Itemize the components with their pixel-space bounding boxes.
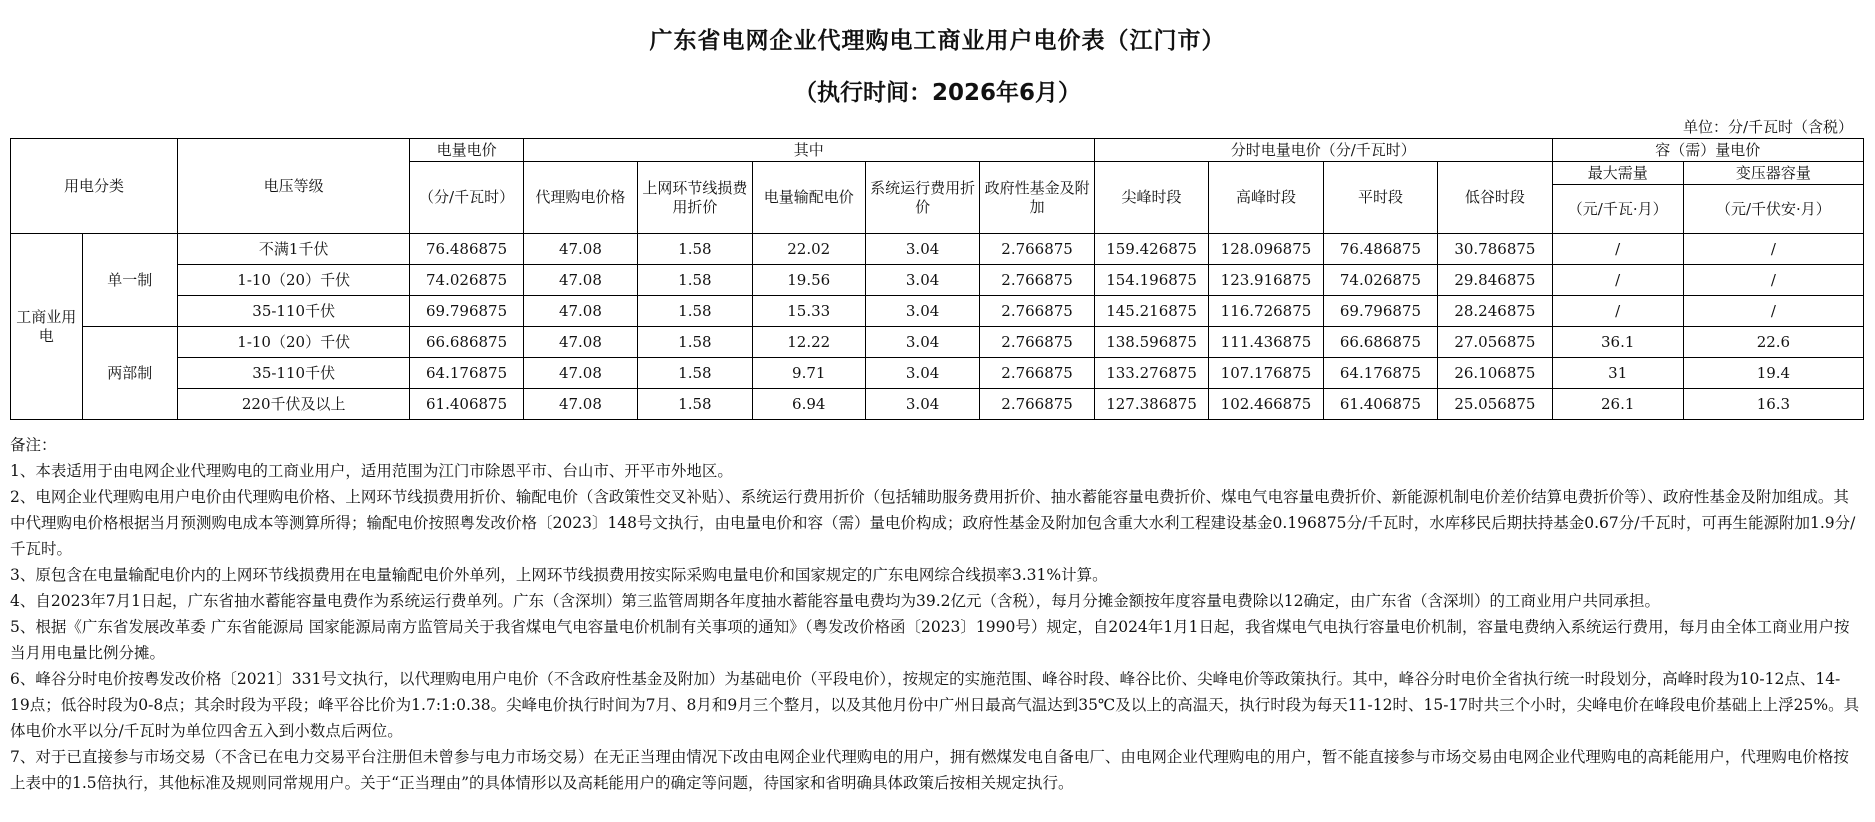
cell-transformer: 19.4 <box>1683 358 1863 389</box>
cell-voltage: 35-110千伏 <box>177 296 410 327</box>
header-transformer-unit: （元/千伏安·月） <box>1683 185 1863 234</box>
cell-sharp: 154.196875 <box>1094 265 1208 296</box>
cell-system: 3.04 <box>865 296 979 327</box>
header-agent-price: 代理购电价格 <box>523 162 637 234</box>
cell-energy: 76.486875 <box>410 234 523 265</box>
cell-agent: 47.08 <box>523 327 637 358</box>
header-peak-sharp: 尖峰时段 <box>1094 162 1208 234</box>
cell-transformer: 22.6 <box>1683 327 1863 358</box>
subgroup-two-part: 两部制 <box>82 327 177 420</box>
table-row <box>11 234 1864 265</box>
cell-loss: 1.58 <box>638 358 752 389</box>
header-fund: 政府性基金及附加 <box>980 162 1094 234</box>
cell-demand: / <box>1552 296 1683 327</box>
cell-transmission: 12.22 <box>752 327 865 358</box>
cell-energy: 74.026875 <box>410 265 523 296</box>
cell-peak: 116.726875 <box>1209 296 1323 327</box>
cell-valley: 30.786875 <box>1438 234 1552 265</box>
page-title: 广东省电网企业代理购电工商业用户电价表（江门市） <box>649 28 1226 54</box>
cell-agent: 47.08 <box>523 296 637 327</box>
cell-peak: 123.916875 <box>1209 265 1323 296</box>
cell-sharp: 133.276875 <box>1094 358 1208 389</box>
cell-energy: 69.796875 <box>410 296 523 327</box>
cell-flat: 69.796875 <box>1323 296 1437 327</box>
note-item: 3、原包含在电量输配电价内的上网环节线损费用在电量输配电价外单列，上网环节线损费用按实际采购电量电价和国家规定的广东电网综合线损率3.31%计算。 <box>10 566 1108 584</box>
note-item: 7、对于已直接参与市场交易（不含已在电力交易平台注册但未曾参与电力市场交易）在无正当理由情况下改由电网企业代理购电的用户，拥有燃煤发电自备电厂、由电网企业代理购电的用户，暂不能直接参与市场交易由电网企业代理购电的高耗能用户，代理购电价格按上表中的1.5倍执行，其他标准及规则同常规用户。关于“正当理由”的具体情形以及高耗能用户的确定等问题，待国家和省明确具体政策后按相关规定执行。 <box>10 748 1849 792</box>
cell-system: 3.04 <box>865 389 979 420</box>
cell-system: 3.04 <box>865 358 979 389</box>
cell-flat: 76.486875 <box>1323 234 1437 265</box>
header-max-demand: 最大需量 <box>1552 162 1683 185</box>
cell-fund: 2.766875 <box>980 265 1094 296</box>
header-energy-price-unit: （分/千瓦时） <box>410 162 523 234</box>
cell-voltage: 1-10（20）千伏 <box>177 265 410 296</box>
cell-transmission: 15.33 <box>752 296 865 327</box>
cell-peak: 128.096875 <box>1209 234 1323 265</box>
cell-transformer: 16.3 <box>1683 389 1863 420</box>
cell-transformer: / <box>1683 265 1863 296</box>
table-row <box>11 358 1864 389</box>
header-transformer: 变压器容量 <box>1683 162 1863 185</box>
cell-energy: 61.406875 <box>410 389 523 420</box>
cell-fund: 2.766875 <box>980 234 1094 265</box>
cell-transmission: 22.02 <box>752 234 865 265</box>
cell-voltage: 1-10（20）千伏 <box>177 327 410 358</box>
cell-voltage: 220千伏及以上 <box>177 389 410 420</box>
cell-demand: / <box>1552 265 1683 296</box>
cell-loss: 1.58 <box>638 296 752 327</box>
cell-energy: 64.176875 <box>410 358 523 389</box>
cell-system: 3.04 <box>865 327 979 358</box>
group-label: 工商业用电 <box>11 234 83 420</box>
subgroup-single: 单一制 <box>82 234 177 327</box>
cell-peak: 102.466875 <box>1209 389 1323 420</box>
cell-voltage: 35-110千伏 <box>177 358 410 389</box>
unit-label: 单位：分/千瓦时（含税） <box>1682 118 1853 136</box>
cell-fund: 2.766875 <box>980 327 1094 358</box>
cell-energy: 66.686875 <box>410 327 523 358</box>
cell-loss: 1.58 <box>638 265 752 296</box>
header-max-demand-unit: （元/千瓦·月） <box>1552 185 1683 234</box>
cell-transmission: 9.71 <box>752 358 865 389</box>
header-peak: 高峰时段 <box>1209 162 1323 234</box>
cell-sharp: 138.596875 <box>1094 327 1208 358</box>
cell-system: 3.04 <box>865 265 979 296</box>
header-among: 其中 <box>523 139 1094 162</box>
cell-flat: 61.406875 <box>1323 389 1437 420</box>
cell-demand: 31 <box>1552 358 1683 389</box>
cell-system: 3.04 <box>865 234 979 265</box>
cell-peak: 107.176875 <box>1209 358 1323 389</box>
cell-demand: 36.1 <box>1552 327 1683 358</box>
cell-peak: 111.436875 <box>1209 327 1323 358</box>
cell-fund: 2.766875 <box>980 358 1094 389</box>
cell-fund: 2.766875 <box>980 389 1094 420</box>
header-flat: 平时段 <box>1323 162 1437 234</box>
table-row <box>11 265 1864 296</box>
cell-fund: 2.766875 <box>980 296 1094 327</box>
header-category: 用电分类 <box>11 139 178 234</box>
cell-loss: 1.58 <box>638 234 752 265</box>
cell-sharp: 145.216875 <box>1094 296 1208 327</box>
cell-transmission: 6.94 <box>752 389 865 420</box>
cell-loss: 1.58 <box>638 327 752 358</box>
note-item: 5、根据《广东省发展改革委 广东省能源局 国家能源局南方监管局关于我省煤电气电容量电价机制有关事项的通知》（粤发改价格函〔2023〕1990号）规定，自2024年1月1日起，我省煤电气电执行容量电价机制，容量电费纳入系统运行费用，每月由全体工商业用户按当月用电量比例分摊。 <box>10 618 1850 662</box>
cell-agent: 47.08 <box>523 358 637 389</box>
cell-demand: / <box>1552 234 1683 265</box>
cell-voltage: 不满1千伏 <box>177 234 410 265</box>
header-loss: 上网环节线损费用折价 <box>638 162 752 234</box>
cell-transformer: / <box>1683 296 1863 327</box>
cell-valley: 26.106875 <box>1438 358 1552 389</box>
cell-flat: 64.176875 <box>1323 358 1437 389</box>
cell-transmission: 19.56 <box>752 265 865 296</box>
notes-heading: 备注： <box>10 436 57 454</box>
tariff-table <box>10 138 1864 420</box>
cell-agent: 47.08 <box>523 389 637 420</box>
cell-demand: 26.1 <box>1552 389 1683 420</box>
table-row <box>11 327 1864 358</box>
cell-transformer: / <box>1683 234 1863 265</box>
header-energy-price: 电量电价 <box>410 139 523 162</box>
cell-valley: 25.056875 <box>1438 389 1552 420</box>
header-capacity: 容（需）量电价 <box>1552 139 1863 162</box>
cell-flat: 66.686875 <box>1323 327 1437 358</box>
table-row <box>11 389 1864 420</box>
note-item: 6、峰谷分时电价按粤发改价格〔2021〕331号文执行，以代理购电用户电价（不含政府性基金及附加）为基础电价（平段电价），按规定的实施范围、峰谷时段、峰谷比价、尖峰电价等政策执行。其中，峰谷分时电价全省执行统一时段划分，高峰时段为10-12点、14-19点；低谷时段为0-8点；其余时段为平段；峰平谷比价为1.7:1:0.38。尖峰电价执行时间为7月、8月和9月三个整月，以及其他月份中广州日最高气温达到35℃及以上的高温天，执行时段为每天11-12时、15-17时共三个小时，尖峰电价在峰段电价基础上上浮25%。具体电价水平以分/千瓦时为单位四舍五入到小数点后两位。 <box>10 670 1860 740</box>
note-item: 2、电网企业代理购电用户电价由代理购电价格、上网环节线损费用折价、输配电价（含政策性交叉补贴）、系统运行费用折价（包括辅助服务费用折价、抽水蓄能容量电费折价、煤电气电容量电费折价、新能源机制电价差价结算电费折价等）、政府性基金及附加组成。其中代理购电价格根据当月预测购电成本等测算所得；输配电价按照粤发改价格〔2023〕148号文执行，由电量电价和容（需）量电价构成；政府性基金及附加包含重大水利工程建设基金0.196875分/千瓦时，水库移民后期扶持基金0.67分/千瓦时，可再生能源附加1.9分/千瓦时。 <box>10 488 1856 558</box>
note-item: 1、本表适用于由电网企业代理购电的工商业用户，适用范围为江门市除恩平市、台山市、开平市外地区。 <box>10 462 733 480</box>
cell-valley: 29.846875 <box>1438 265 1552 296</box>
cell-agent: 47.08 <box>523 234 637 265</box>
cell-sharp: 127.386875 <box>1094 389 1208 420</box>
header-transmission: 电量输配电价 <box>752 162 865 234</box>
header-system: 系统运行费用折价 <box>865 162 979 234</box>
header-valley: 低谷时段 <box>1438 162 1552 234</box>
cell-valley: 28.246875 <box>1438 296 1552 327</box>
cell-agent: 47.08 <box>523 265 637 296</box>
table-row <box>11 296 1864 327</box>
cell-valley: 27.056875 <box>1438 327 1552 358</box>
cell-sharp: 159.426875 <box>1094 234 1208 265</box>
note-item: 4、自2023年7月1日起，广东省抽水蓄能容量电费作为系统运行费单列。广东（含深圳）第三监管周期各年度抽水蓄能容量电费均为39.2亿元（含税），每月分摊金额按年度容量电费除以12确定，由广东省（含深圳）的工商业用户共同承担。 <box>10 592 1661 610</box>
header-voltage: 电压等级 <box>177 139 410 234</box>
cell-loss: 1.58 <box>638 389 752 420</box>
header-tou: 分时电量电价（分/千瓦时） <box>1094 139 1552 162</box>
notes-section <box>10 432 1860 796</box>
execution-period: （执行时间：2026年6月） <box>793 80 1082 106</box>
cell-flat: 74.026875 <box>1323 265 1437 296</box>
